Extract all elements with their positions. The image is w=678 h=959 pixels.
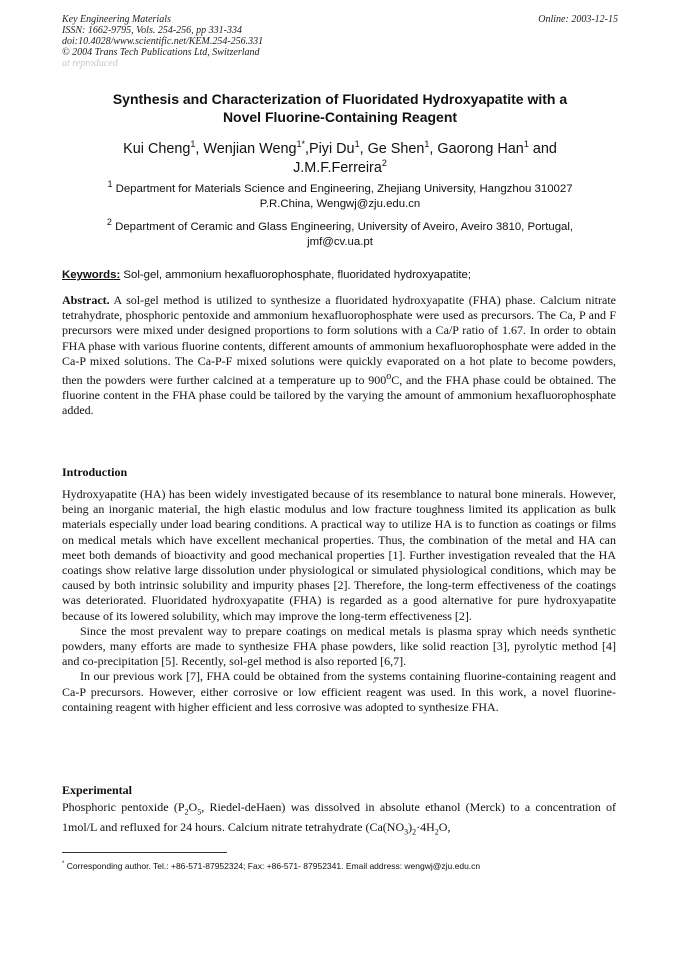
experimental-section	[62, 800, 616, 839]
intro-paragraph-3: In our previous work [7], FHA could be obtained from the systems containing fluorine-containing reagent and Ca-P precursors. However, either corrosive or low efficient reagent was used. In this work, a novel fluorine-containing reagent with higher efficient and less corrosive was adopted to synthesize FHA.	[62, 669, 616, 714]
footnote-mark: *	[62, 861, 65, 867]
author-3: ,Piyi Du	[304, 141, 355, 157]
author-2: , Wenjian Weng	[195, 141, 297, 157]
author-1: Kui Cheng	[123, 141, 191, 157]
faded-header-line: at reproduced	[62, 58, 118, 69]
doi-line[interactable]: doi:10.4028/www.scientific.net/KEM.254-256.331	[62, 36, 264, 47]
affiliation-2-line-1: Department of Ceramic and Glass Engineering, University of Aveiro, Aveiro 3810, Portugal,	[111, 221, 574, 233]
journal-name: Key Engineering Materials	[62, 14, 171, 25]
keywords	[62, 268, 618, 283]
author-6: J.M.F.Ferreira	[293, 160, 382, 176]
author-3-affil: 1	[354, 139, 360, 150]
issn-line: ISSN: 1662-9795, Vols. 254-256, pp 331-334	[62, 25, 242, 36]
introduction-section	[62, 487, 616, 715]
author-4: , Ge Shen	[359, 141, 425, 157]
keywords-label: Keywords:	[62, 269, 121, 281]
intro-paragraph-1: Hydroxyapatite (HA) has been widely investigated because of its resemblance to natural bone minerals. However, being an inorganic material, the high elastic modulus and low fracture toughness limited its application as bulk materials especially under load bearing conditions. A practical way to utilize HA is to function as coatings or films on medical metals which have excellent mechanical properties. Thus, the combination of the metal and HA can meet both demands of bioactivity and good mechanical properties [1]. Further investigation revealed that the HA coatings show relative large dissolution under physiological or simulated physiological conditions, which may be caused by both intrinsic solubility and impurity phases [2]. Therefore, the long-term effectiveness of the coatings was deteriorated. Fluoridated hydroxyapatite (FHA) is regarded as a good alternative for pure hydroxyapatite because of its lowered solubility, which may improve the long-term effectiveness [2].	[62, 487, 616, 623]
publication-header	[62, 14, 618, 69]
affiliation-1-line-1: Department for Materials Science and Engineering, Zhejiang University, Hangzhou 310027	[112, 183, 573, 195]
corresponding-author-footnote	[62, 859, 618, 872]
keywords-text: Sol-gel, ammonium hexafluorophosphate, fluoridated hydroxyapatite;	[120, 269, 472, 281]
author-line-1	[62, 140, 618, 159]
abstract-label: Abstract.	[62, 293, 110, 307]
footnote-text: Corresponding author. Tel.: +86-571-87952324; Fax: +86-571- 87952341. Email address: wengwj@zju.edu.cn	[64, 860, 481, 871]
abstract-text-1: A sol-gel method is utilized to synthesize a fluoridated hydroxyapatite (FHA) phase. Calcium nitrate tetrahydrate, phosphoric pentoxide and ammonium hexafluorophosphate were used as precursors. The Ca, P and F precursors were mixed under designed proportions to form solutions with a Ca/P ratio of 1.67. In order to obtain FHA phase with various fluorine contents, different amounts of ammonium hexafluorophosphate were added in the Ca-P mixed solutions. The Ca-P-F mixed solutions were quickly evaporated on a hot plate to become powders, then the powders were further calcined at a temperature up to 900	[62, 293, 616, 388]
author-2-affil: 1*	[296, 139, 305, 150]
author-4-affil: 1	[424, 139, 430, 150]
author-conjunction: and	[528, 141, 557, 157]
footnote-divider	[62, 852, 227, 853]
online-date: Online: 2003-12-15	[538, 14, 618, 25]
experimental-paragraph: Phosphoric pentoxide ($P_2O_5$, Riedel-deHaen) was dissolved in absolute ethanol (Merck) to a concentration of 1mol/L and refluxed for 24 hours. Calcium nitrate tetrahydrate ($Ca(NO_3)_2\cdot 4H_2O$,	[62, 800, 616, 836]
introduction-heading: Introduction	[62, 465, 128, 479]
affiliation-1-mark: 1	[107, 179, 113, 190]
title-line-2: Novel Fluorine-Containing Reagent	[222, 109, 458, 125]
paper-title	[62, 90, 618, 126]
author-list	[62, 140, 618, 178]
abstract	[62, 293, 616, 419]
degree-mark: o	[386, 371, 392, 383]
author-line-2	[62, 159, 618, 178]
author-1-affil: 1	[190, 139, 196, 150]
author-5-affil: 1	[523, 139, 529, 150]
author-5: , Gaorong Han	[429, 141, 524, 157]
affiliation-1-line-2: P.R.China, Wengwj@zju.edu.cn	[259, 198, 421, 210]
abstract-text-2: C, and the FHA phase could be obtained. The fluorine content in the FHA phase could be tailored by the varying the amount of ammonium hexafluorophosphate added.	[62, 373, 616, 418]
affiliation-2-mark: 2	[106, 217, 112, 228]
intro-paragraph-2: Since the most prevalent way to prepare coatings on medical metals is plasma spray which needs synthetic powders, many efforts are made to synthesize FHA phase powders, like solid reaction [3], pyrolytic method [4] and co-precipitation [5]. Recently, sol-gel method is also reported [6,7].	[62, 623, 616, 669]
experimental-heading: Experimental	[62, 783, 132, 797]
affiliation-2-line-2: jmf@cv.ua.pt	[307, 236, 373, 248]
affiliation-1	[70, 179, 610, 212]
author-6-affil: 2	[381, 158, 387, 169]
affiliation-2	[70, 217, 610, 250]
title-line-1: Synthesis and Characterization of Fluoridated Hydroxyapatite with a	[112, 91, 568, 107]
copyright-line: © 2004 Trans Tech Publications Ltd, Switzerland	[62, 47, 260, 58]
